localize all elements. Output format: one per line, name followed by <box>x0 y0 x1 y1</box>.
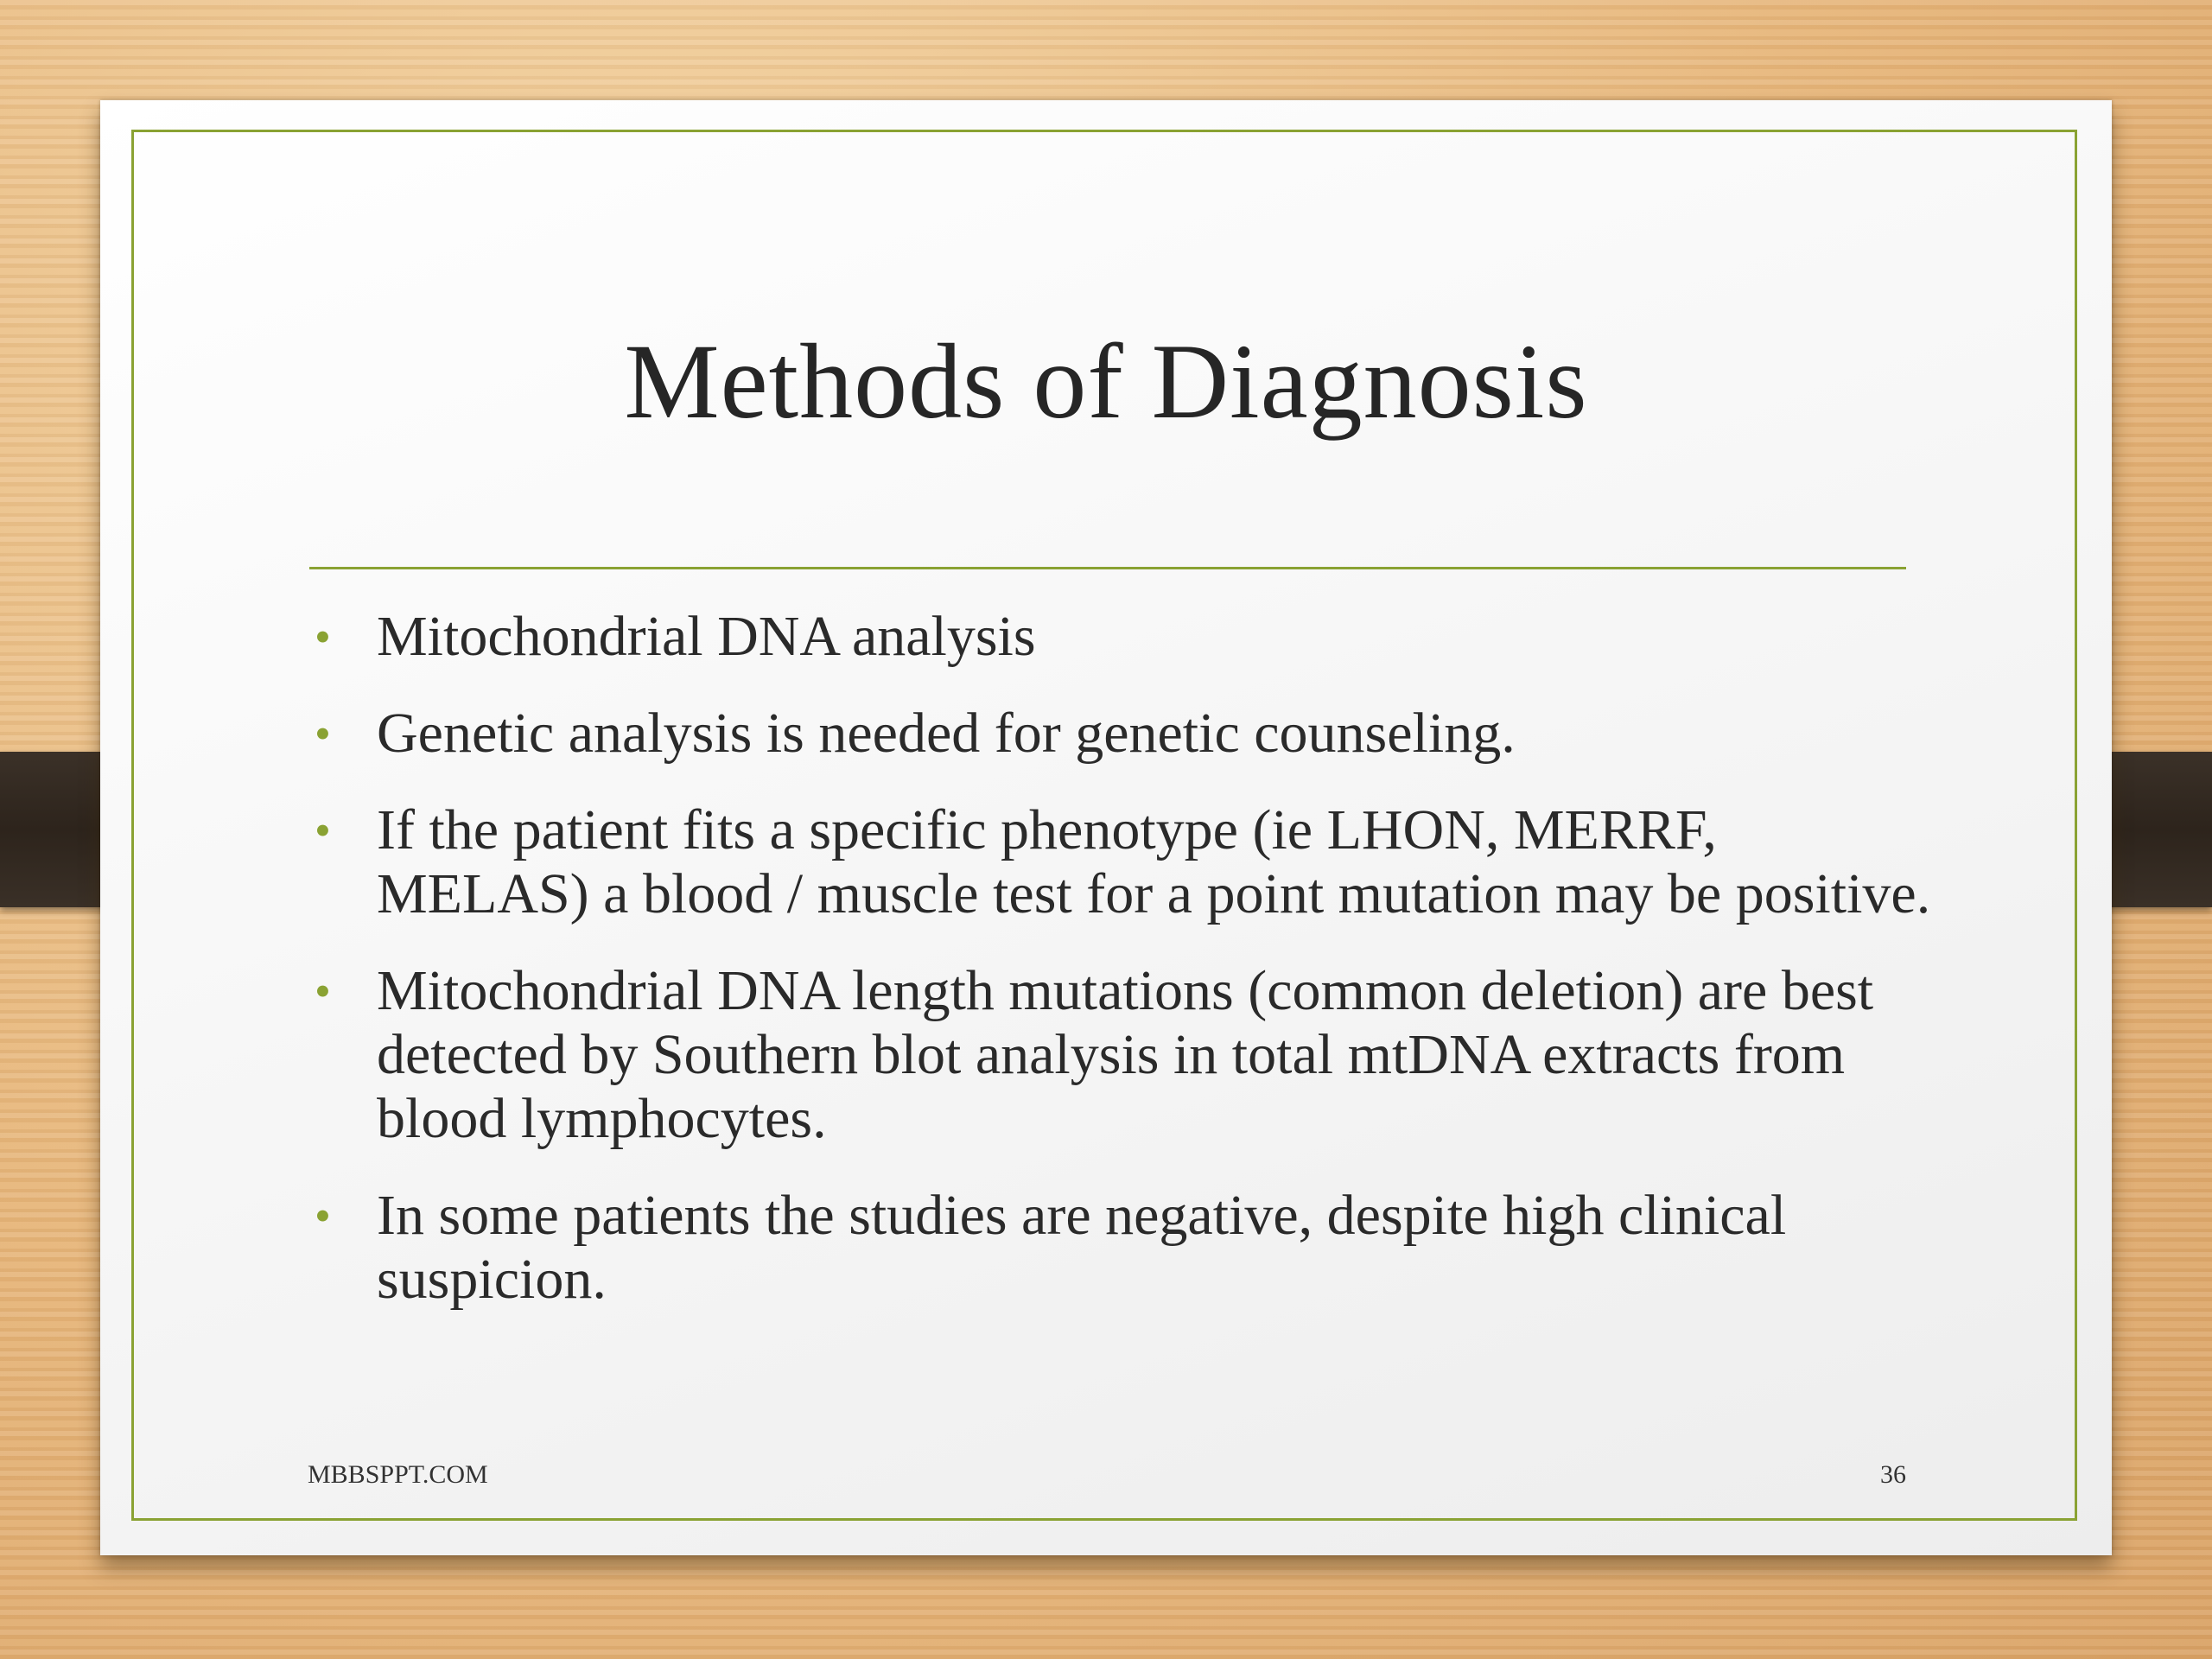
slide <box>100 100 2112 1555</box>
slide-title: Methods of Diagnosis <box>624 322 1588 441</box>
bullet-text: Genetic analysis is needed for genetic counseling. <box>377 702 1516 765</box>
bullet-text: If the patient fits a specific phenotype (ie LHON, MERRF, MELAS) a blood / muscle test for a point mutation may be positive. <box>377 798 1931 925</box>
title-divider <box>309 567 1906 569</box>
bullet-item <box>308 798 1932 926</box>
bullet-item <box>308 1184 1932 1312</box>
bullet-item <box>308 605 1932 669</box>
bullet-text: Mitochondrial DNA length mutations (common deletion) are best detected by Southern blot analysis in total mtDNA extracts from blood lymphocytes. <box>377 959 1874 1150</box>
bullet-dot-icon: • <box>315 1190 331 1242</box>
bullet-dot-icon: • <box>315 965 331 1017</box>
bullet-text: Mitochondrial DNA analysis <box>377 605 1036 668</box>
bullet-item <box>308 959 1932 1151</box>
bullet-dot-icon: • <box>315 611 331 663</box>
bullet-dot-icon: • <box>315 804 331 856</box>
page-number: 36 <box>1880 1460 1906 1489</box>
bullet-list <box>308 605 1932 1344</box>
footer-source: MBBSPPT.COM <box>308 1460 488 1489</box>
bullet-text: In some patients the studies are negative, despite high clinical suspicion. <box>377 1184 1787 1311</box>
bullet-item <box>308 702 1932 766</box>
bullet-dot-icon: • <box>315 708 331 760</box>
